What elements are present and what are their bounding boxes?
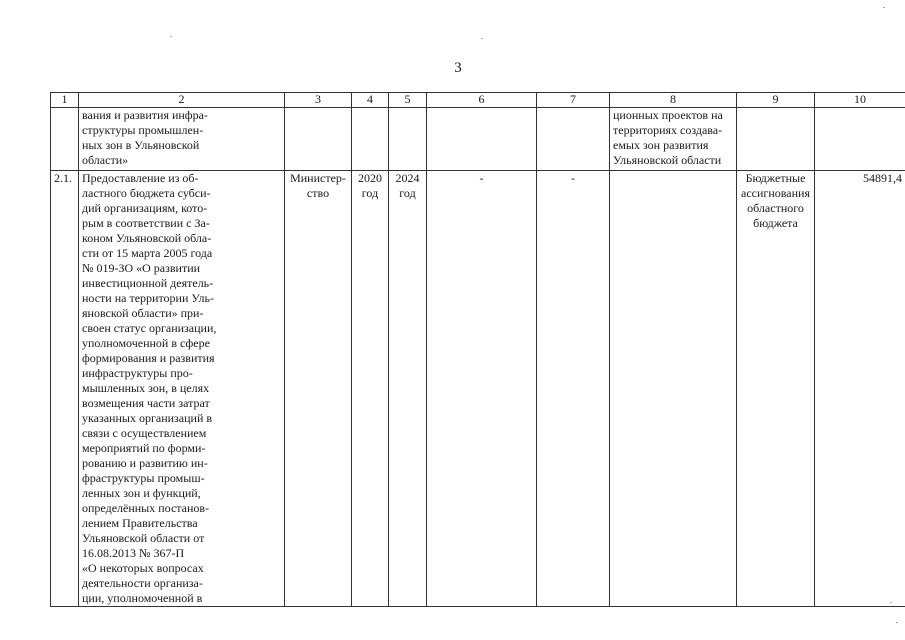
- budget-table: [50, 92, 905, 607]
- amount-cell: 54891,4: [815, 171, 905, 607]
- scan-speck: [481, 38, 483, 39]
- table-row: [51, 171, 905, 607]
- text-line: фраструктуры промыш-: [82, 471, 205, 485]
- table-row: [51, 108, 905, 171]
- text-line: емых зон развития: [613, 138, 709, 152]
- end-year-cell: [389, 171, 427, 607]
- text-line: ности на территории Уль-: [82, 291, 214, 305]
- text-line: возмещения части затрат: [82, 396, 210, 410]
- table-cell: -: [537, 171, 610, 607]
- row-number-cell: 2.1.: [51, 171, 79, 607]
- text-line: областного: [747, 201, 804, 215]
- table-cell: [815, 108, 905, 171]
- page-number: 3: [454, 60, 462, 76]
- text-line: яновской области» при-: [82, 306, 204, 320]
- table-cell: [610, 171, 737, 607]
- table-cell: [352, 108, 389, 171]
- text-line: ленных зон и функций,: [82, 486, 201, 500]
- scan-speck: [883, 7, 885, 8]
- text-line: «О некоторых вопросах: [82, 561, 204, 575]
- text-line: формирования и развития: [82, 351, 215, 365]
- column-header: 5: [389, 93, 427, 108]
- scan-speck: [896, 622, 898, 623]
- text-line: коном Ульяновской обла-: [82, 231, 212, 245]
- text-line: дий организациям, кото-: [82, 201, 208, 215]
- text-line: ассигнования: [741, 186, 810, 200]
- text-line: деятельности организа-: [82, 576, 203, 590]
- description-cell: [79, 171, 285, 607]
- text-line: год: [361, 186, 379, 200]
- text-line: ных зон в Ульяновской: [82, 138, 200, 152]
- text-line: уполномоченной в сфере: [82, 336, 210, 350]
- text-line: определённых постанов-: [82, 501, 210, 515]
- text-line: Ульяновской области: [613, 153, 722, 167]
- column-header: 6: [427, 93, 537, 108]
- text-line: 2024: [395, 171, 420, 185]
- column-header: 9: [737, 93, 815, 108]
- table-cell: [537, 108, 610, 171]
- scan-speck: [170, 36, 172, 37]
- text-line: Ульяновской области от: [82, 531, 205, 545]
- text-line: мероприятий по форми-: [82, 441, 206, 455]
- text-line: территориях создава-: [613, 123, 723, 137]
- text-line: области»: [82, 153, 129, 167]
- funding-source-cell: [737, 171, 815, 607]
- table-header-row: [51, 93, 905, 108]
- text-line: 2020: [358, 171, 382, 185]
- text-line: лением Правительства: [82, 516, 198, 530]
- text-line: рованию и развитию ин-: [82, 456, 208, 470]
- column-header: 2: [79, 93, 285, 108]
- table-cell: [79, 108, 285, 171]
- text-line: год: [399, 186, 416, 200]
- text-line: указанных организаций в: [82, 411, 213, 425]
- text-line: рым в соответствии с За-: [82, 216, 210, 230]
- text-line: инфраструктуры про-: [82, 366, 193, 380]
- scan-speck: [890, 602, 892, 603]
- responsible-cell: [285, 171, 352, 607]
- text-line: ластного бюджета субси-: [82, 186, 211, 200]
- text-line: мышленных зон, в целях: [82, 381, 210, 395]
- text-line: сти от 15 марта 2005 года: [82, 246, 213, 260]
- text-line: 16.08.2013 № 367-П: [82, 546, 185, 560]
- text-line: бюджета: [753, 216, 798, 230]
- text-line: Бюджетные: [745, 171, 806, 185]
- column-header: 10: [815, 93, 905, 108]
- text-line: ции, уполномоченной в: [82, 591, 203, 605]
- table-cell: [51, 108, 79, 171]
- text-line: ционных проектов на: [613, 108, 723, 122]
- column-header: 1: [51, 93, 79, 108]
- table-cell: [285, 108, 352, 171]
- table-cell: [427, 108, 537, 171]
- column-header: 7: [537, 93, 610, 108]
- text-line: № 019-ЗО «О развитии: [82, 261, 201, 275]
- table-cell: [389, 108, 427, 171]
- table-cell: -: [427, 171, 537, 607]
- column-header: 8: [610, 93, 737, 108]
- text-line: вания и развития инфра-: [82, 108, 208, 122]
- text-line: структуры промышлен-: [82, 123, 204, 137]
- text-line: инвестиционной деятель-: [82, 276, 214, 290]
- table-cell: [610, 108, 737, 171]
- text-line: своен статус организации,: [82, 321, 217, 335]
- text-line: Предоставление из об-: [82, 171, 199, 185]
- text-line: ство: [306, 186, 330, 200]
- column-header: 4: [352, 93, 389, 108]
- table-cell: [737, 108, 815, 171]
- text-line: связи с осуществлением: [82, 426, 207, 440]
- column-header: 3: [285, 93, 352, 108]
- start-year-cell: [352, 171, 389, 607]
- text-line: Министер-: [290, 171, 346, 185]
